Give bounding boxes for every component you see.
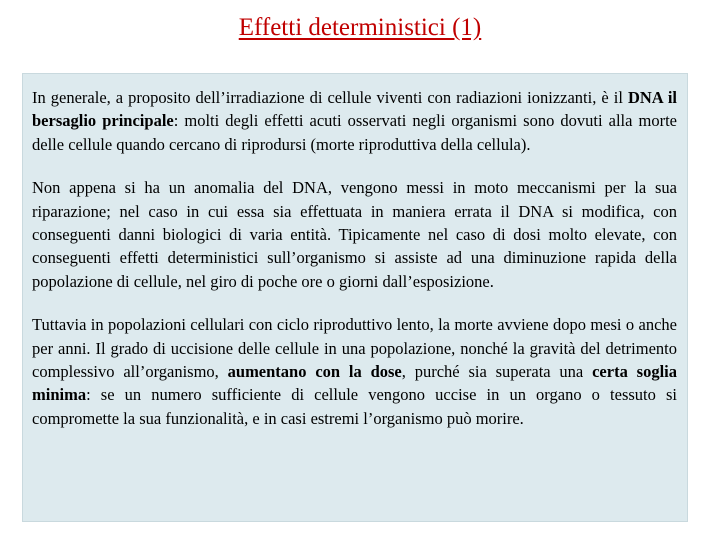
paragraph-2: Non appena si ha un anomalia del DNA, vengono messi in moto meccanismi per la sua riparazione; nel caso in cui essa sia effettuata in maniera errata il DNA si modifica, con conseguenti danni biologici di varia entità. Tipicamente nel caso di dosi molto elevate, con conseguenti effetti deterministici sull’organismo si assiste ad una diminuzione rapida della popolazione di cellule, nel giro di poche ore o giorni dall’esposizione.: [32, 178, 677, 291]
paragraph-1: [32, 86, 677, 156]
paragraph-3: [32, 313, 677, 430]
paragraph-3-bold-dose: aumentano con la dose: [227, 362, 402, 382]
paragraph-3-bold-threshold: certa soglia minima: [32, 362, 678, 405]
content-box: [22, 73, 688, 522]
paragraph-3-text-e: : se un numero sufficiente di cellule vengono uccise in un organo o tessuto si compromette la sua funzionalità, e in casi estremi l’organismo può morire.: [32, 385, 677, 428]
paragraph-3-text-c: , purché sia superata una: [401, 362, 593, 382]
paragraph-1-bold: DNA il bersaglio principale: [32, 88, 677, 131]
paragraph-1-text-a: In generale, a proposito dell’irradiazione di cellule viventi con radiazioni ionizzanti, è il: [32, 88, 628, 107]
paragraph-3-text-a: Tuttavia in popolazioni cellulari con ciclo riproduttivo lento, la morte avviene dopo mesi o anche per anni. Il grado di uccisione delle cellule in una popolazione, nonché la gravità del detrimento complessivo all’organismo,: [32, 315, 677, 382]
slide-title: Effetti deterministici (1): [238, 14, 482, 41]
paragraph-1-text-c: : molti degli effetti acuti osservati negli organismi sono dovuti alla morte delle cellule quando cercano di riprodursi (morte riproduttiva della cellula).: [32, 111, 677, 154]
